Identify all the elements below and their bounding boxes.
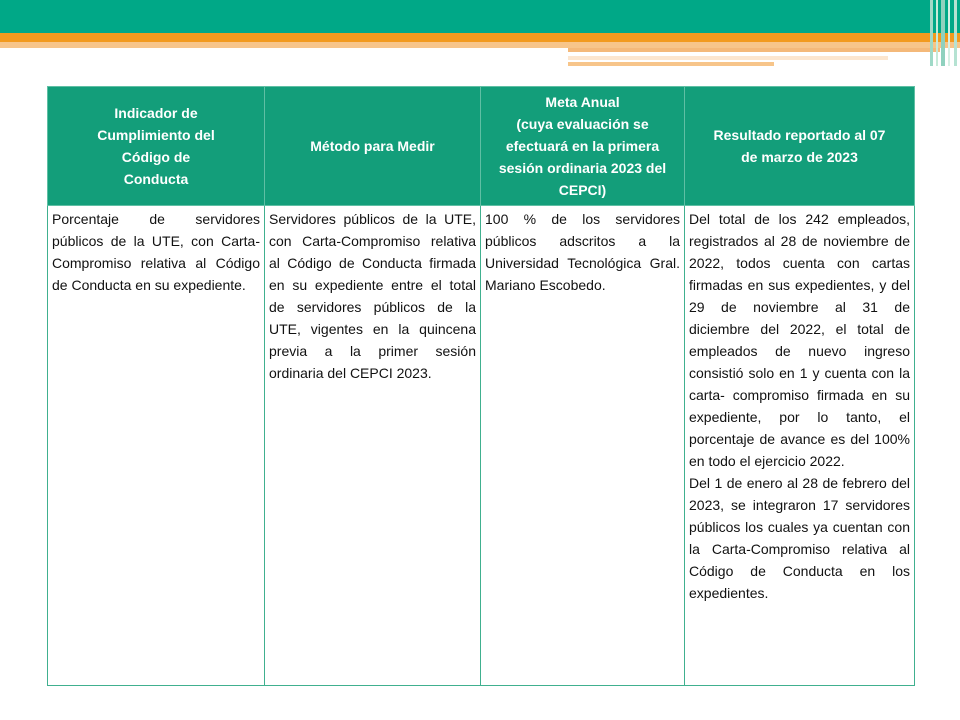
top-orange-band <box>0 33 960 42</box>
conduct-indicator-table <box>47 86 915 686</box>
resultado-paragraph-1: Del total de los 242 empleados, registrados al 28 de noviembre de 2022, todos cuenta con cartas firmadas en sus expedientes, y del 29 de noviembre al 31 de diciembre del 2022, el total de empleados de nuevo ingreso consistió solo en 1 y cuenta con la carta- compromiso firmada en su expediente, por lo tanto, el porcentaje de avance es del 100% en todo el ejercicio 2022. <box>689 211 910 469</box>
table-row <box>48 206 915 686</box>
header-metodo: Método para Medir <box>265 87 481 206</box>
cell-meta: 100 % de los servidores públicos adscritos a la Universidad Tecnológica Gral. Mariano Escobedo. <box>481 206 685 686</box>
accent-strip <box>568 56 888 60</box>
corner-stripes <box>930 0 960 66</box>
table-header-row <box>48 87 915 206</box>
accent-strip <box>568 48 940 52</box>
top-green-band <box>0 0 960 33</box>
cell-metodo: Servidores públicos de la UTE, con Carta-Compromiso relativa al Código de Conducta firmada en su expediente entre el total de servidores públicos de la UTE, vigentes en la quincena previa a la primer sesión ordinaria del CEPCI 2023. <box>265 206 481 686</box>
cell-indicador: Porcentaje de servidores públicos de la UTE, con Carta-Compromiso relativa al Código de Conducta en su expediente. <box>48 206 265 686</box>
accent-strip <box>568 62 774 66</box>
header-resultado: Resultado reportado al 07 de marzo de 2023 <box>685 87 915 206</box>
cell-resultado <box>685 206 915 686</box>
resultado-paragraph-2: Del 1 de enero al 28 de febrero del 2023, se integraron 17 servidores públicos los cuales ya cuentan con la Carta-Compromiso relativa al Código de Conducta en los expedientes. <box>689 475 910 601</box>
header-meta-anual: Meta Anual (cuya evaluación se efectuará en la primera sesión ordinaria 2023 del CEPCI) <box>481 87 685 206</box>
header-indicador: Indicador de Cumplimiento del Código de Conducta <box>48 87 265 206</box>
